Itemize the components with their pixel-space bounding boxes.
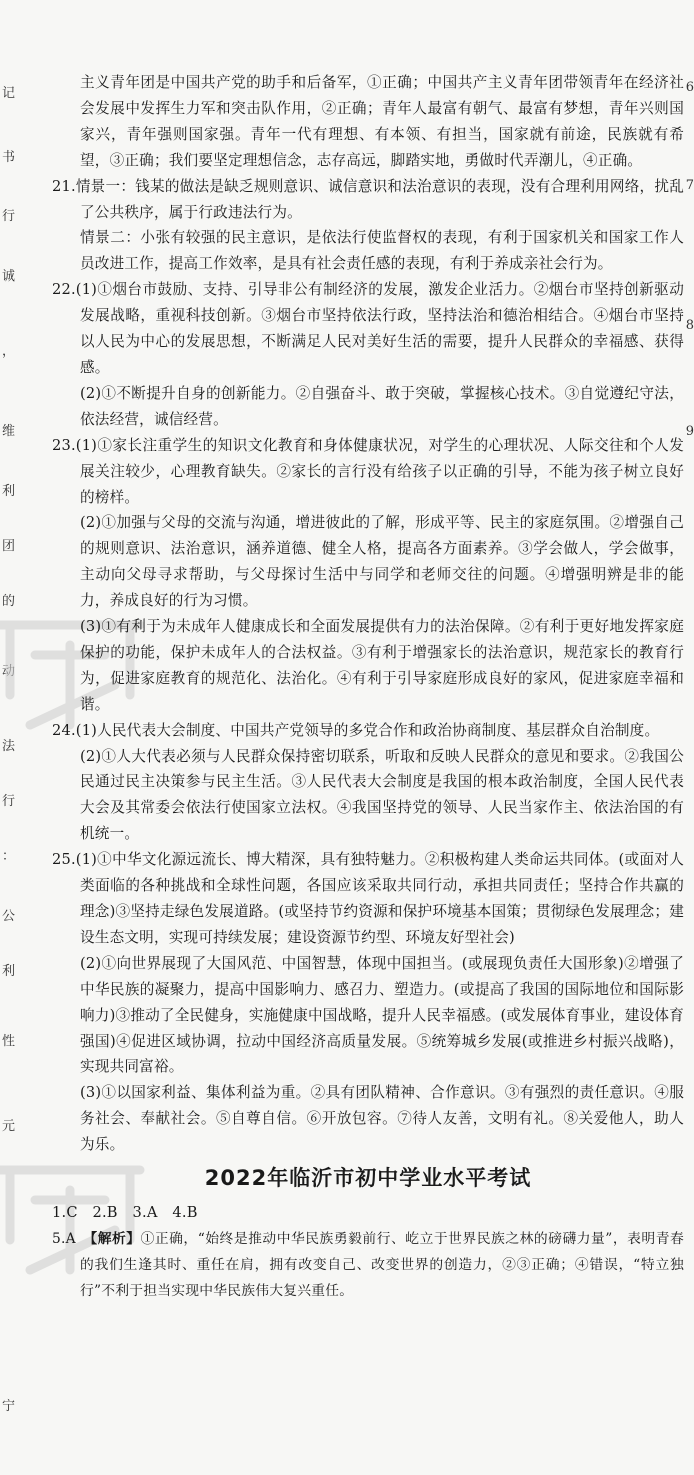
margin-char: 法 [2, 739, 16, 754]
margin-char: 行 [2, 794, 16, 809]
margin-char: 书 [2, 150, 16, 165]
q24-part-2: (2)①人大代表必须与人民群众保持密切联系，听取和反映人民群众的意见和要求。②我国公民通过民主决策参与民主生活。③人民代表大会制度是我国的根本政治制度，全国人民代表大会及其常委会依法行使国家立法权。④我国坚持党的领导、人民当家作主、依法治国的有机统一。 [80, 747, 684, 843]
q23-part-3: (3)①有利于为未成年人健康成长和全面发展提供有力的法治保障。②有利于更好地发挥家庭保护的功能，保护未成年人的合法权益。③有利于增强家长的法治意识，规范家长的教育行为，促进家庭教育的规范化、法治化。④有利于引导家庭形成良好的家风，促进家庭幸福和谐。 [80, 618, 684, 713]
analysis-tag: 【解析】 [90, 1230, 141, 1247]
margin-char: 宁 [2, 1399, 16, 1414]
q23-part-1: 23.(1)①家长注重学生的知识文化教育和身体健康状况，对学生的心理状况、人际交往和个人发展关注较少，心理教育缺失。②家长的言行没有给孩子以正确的引导，不能为孩子树立良好的榜样。 [52, 436, 684, 506]
margin-number: 7 [685, 178, 694, 193]
right-margin-cut-text [684, 0, 694, 1475]
margin-char: 的 [2, 594, 16, 609]
margin-char: ， [2, 344, 16, 359]
margin-number: 6 [685, 80, 694, 95]
margin-char: ： [2, 849, 16, 864]
margin-char: 记 [2, 86, 16, 101]
margin-char: 团 [2, 539, 16, 554]
margin-char: 行 [2, 209, 16, 224]
q22-part-2: (2)①不断提升自身的创新能力。②自强奋斗、敢于突破，掌握核心技术。③自觉遵纪守法，依法经营，诚信经营。 [80, 384, 684, 428]
exam-title: 2022年临沂市初中学业水平考试 [204, 1166, 532, 1191]
margin-char: 维 [2, 424, 16, 439]
q24-part-1: 24.(1)人民代表大会制度、中国共产党领导的多党合作和政治协商制度、基层群众自治制度。 [52, 721, 660, 739]
margin-char: 公 [2, 909, 16, 924]
q25-part-2: (2)①向世界展现了大国风范、中国智慧，体现中国担当。(或展现负责任大国形象)②增强了中华民族的凝聚力，提高中国影响力、感召力、塑造力。(或提高了我国的国际地位和国际影响力)③推动了全民健身，实施健康中国战略，提升人民幸福感。(或发展体育事业，建设体育强国)④促进区域协调，拉动中国经济高质量发展。⑤统筹城乡发展(或推进乡村振兴战略)，实现共同富裕。 [80, 954, 684, 1076]
q5-number: 5.A [52, 1230, 76, 1247]
q5-explanation [52, 1226, 684, 1304]
q25-part-3: (3)①以国家利益、集体利益为重。②具有团队精神、合作意识。③有强烈的责任意识。④服务社会、奉献社会。⑤自尊自信。⑥开放包容。⑦待人友善，文明有礼。⑧关爱他人，助人为乐。 [80, 1084, 684, 1154]
margin-number: 8 [685, 318, 694, 333]
margin-char: 动 [2, 664, 16, 679]
margin-char: 性 [2, 1034, 16, 1049]
q23-part-2: (2)①加强与父母的交流与沟通，增进彼此的了解，形成平等、民主的家庭氛围。②增强自己的规则意识、法治意识，涵养道德、健全人格，提高各方面素养。③学会做人，学会做事，主动向父母寻求帮助，与父母探讨生活中与同学和老师交往的问题。④增强明辨是非的能力，养成良好的行为习惯。 [80, 514, 684, 610]
q21-scenario-2: 情景二：小张有较强的民主意识，是依法行使监督权的表现，有利于国家机关和国家工作人员改进工作，提高工作效率，是具有社会责任感的表现，有利于养成亲社会行为。 [80, 229, 684, 273]
margin-char: 元 [2, 1119, 16, 1134]
left-margin-cut-text [0, 0, 22, 1475]
q22-part-1: 22.(1)①烟台市鼓励、支持、引导非公有制经济的发展，激发企业活力。②烟台市坚持创新驱动发展战略，重视科技创新。③烟台市坚持依法行政，坚持法治和德治相结合。④烟台市坚持以人民为中心的发展思想，不断满足人民对美好生活的需要，提升人民群众的幸福感、获得感。 [52, 281, 684, 376]
q20-answer-tail: 主义青年团是中国共产党的助手和后备军，①正确；中国共产主义青年团带领青年在经济社会发展中发挥生力军和突击队作用，②正确；青年人最富有朝气、最富有梦想，青年兴则国家兴，青年强则国家强。青年一代有理想、有本领、有担当，国家就有前途，民族就有希望，③正确；我们要坚定理想信念，志存高远，脚踏实地，勇做时代弄潮儿，④正确。 [80, 74, 684, 169]
margin-char: 利 [2, 484, 16, 499]
answer-content [52, 70, 684, 1304]
multiple-choice-answers: 1.C 2.B 3.A 4.B [52, 1204, 198, 1222]
q25-part-1: 25.(1)①中华文化源远流长、博大精深，具有独特魅力。②积极构建人类命运共同体。(或面对人类面临的各种挑战和全球性问题，各国应该采取共同行动，承担共同责任；坚持合作共赢的理念)③坚持走绿色发展道路。(或坚持节约资源和保护环境基本国策；贯彻绿色发展理念；建设生态文明，实现可持续发展；建设资源节约型、环境友好型社会) [52, 851, 684, 946]
q21-scenario-1: 21.情景一：钱某的做法是缺乏规则意识、诚信意识和法治意识的表现，没有合理利用网络，扰乱了公共秩序，属于行政违法行为。 [52, 177, 684, 221]
margin-char: 利 [2, 964, 16, 979]
margin-number: 9 [685, 424, 694, 439]
q5-analysis-text: ①正确，“始终是推动中华民族勇毅前行、屹立于世界民族之林的磅礴力量”，表明青春的我们生逢其时、重任在肩，拥有改变自己、改变世界的创造力，②③正确；④错误，“特立独行”不利于担当实现中华民族伟大复兴重任。 [80, 1230, 684, 1299]
margin-char: 诚 [2, 269, 16, 284]
